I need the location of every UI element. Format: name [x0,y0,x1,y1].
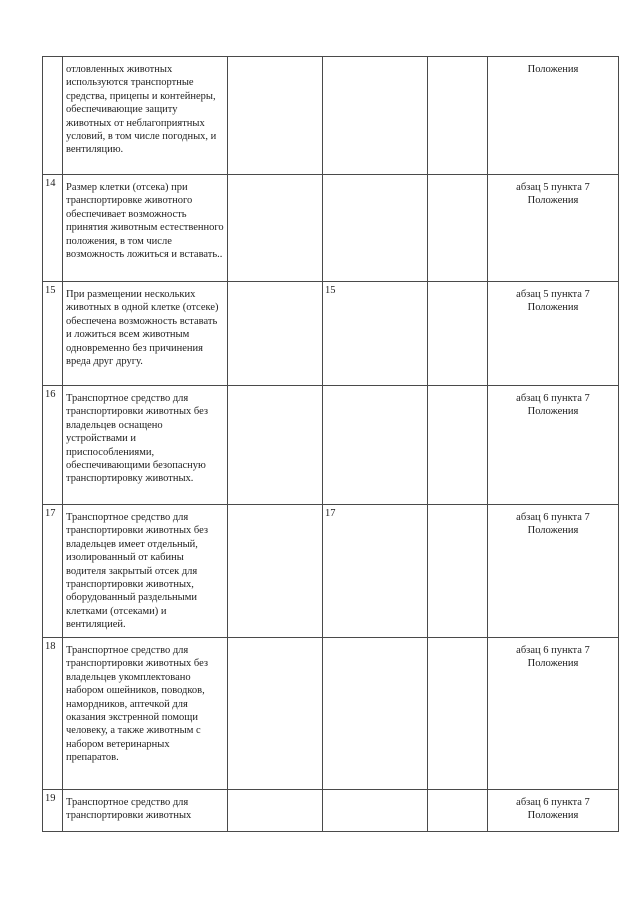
table-row [43,505,619,638]
empty-cell [428,282,488,386]
row-number: 14 [43,175,63,282]
secondary-number [323,386,428,505]
empty-cell [228,175,323,282]
table-row [43,57,619,175]
empty-cell [428,638,488,790]
reference-text: абзац 6 пункта 7 Положения [488,638,619,790]
reference-text: абзац 6 пункта 7 Положения [488,505,619,638]
empty-cell [323,57,428,175]
empty-cell [228,638,323,790]
requirement-text: Размер клетки (отсека) при транспортировке животного обеспечивает возможность принятия животным естественного положения, в том числе возможность ложиться и вставать.. [63,175,228,282]
table-row [43,386,619,505]
reference-text: Положения [488,57,619,175]
row-number: 17 [43,505,63,638]
table-row [43,638,619,790]
table-row [43,175,619,282]
row-number: 18 [43,638,63,790]
empty-cell [228,790,323,832]
secondary-number: 17 [323,505,428,638]
table-row [43,790,619,832]
checklist-table-container [42,56,618,832]
empty-cell [228,505,323,638]
requirement-text: Транспортное средство для транспортировки животных [63,790,228,832]
checklist-table [42,56,619,832]
requirement-text: Транспортное средство для транспортировки животных без владельцев оснащено устройствами и приспособлениями, обеспечивающими безопасную транспортировку животных. [63,386,228,505]
secondary-number [323,638,428,790]
empty-cell [228,282,323,386]
empty-cell [428,175,488,282]
empty-cell [228,57,323,175]
requirement-text: Транспортное средство для транспортировки животных без владельцев укомплектовано набором ошейников, поводков, намордников, аптечкой для оказания экстренной помощи человеку, а также животным с набором ветеринарных препаратов. [63,638,228,790]
row-number: 15 [43,282,63,386]
row-number: 19 [43,790,63,832]
secondary-number [323,790,428,832]
reference-text: абзац 6 пункта 7 Положения [488,386,619,505]
row-number [43,57,63,175]
requirement-text: Транспортное средство для транспортировки животных без владельцев имеет отдельный, изолированный от кабины водителя закрытый отсек для транспортировки животных, оборудованный раздельными клетками (отсеками) и вентиляцией. [63,505,228,638]
table-row [43,282,619,386]
row-number: 16 [43,386,63,505]
reference-text: абзац 5 пункта 7 Положения [488,175,619,282]
requirement-text: отловленных животных используются транспортные средства, прицепы и контейнеры, обеспечивающие защиту животных от неблагоприятных условий, в том числе погодных, и вентиляцию. [63,57,228,175]
empty-cell [228,386,323,505]
empty-cell [428,505,488,638]
secondary-number [323,175,428,282]
requirement-text: При размещении нескольких животных в одной клетке (отсеке) обеспечена возможность вставать и ложиться всем животным одновременно без причинения вреда друг другу. [63,282,228,386]
empty-cell [428,386,488,505]
empty-cell [428,790,488,832]
reference-text: абзац 6 пункта 7 Положения [488,790,619,832]
empty-cell [428,57,488,175]
secondary-number: 15 [323,282,428,386]
reference-text: абзац 5 пункта 7 Положения [488,282,619,386]
